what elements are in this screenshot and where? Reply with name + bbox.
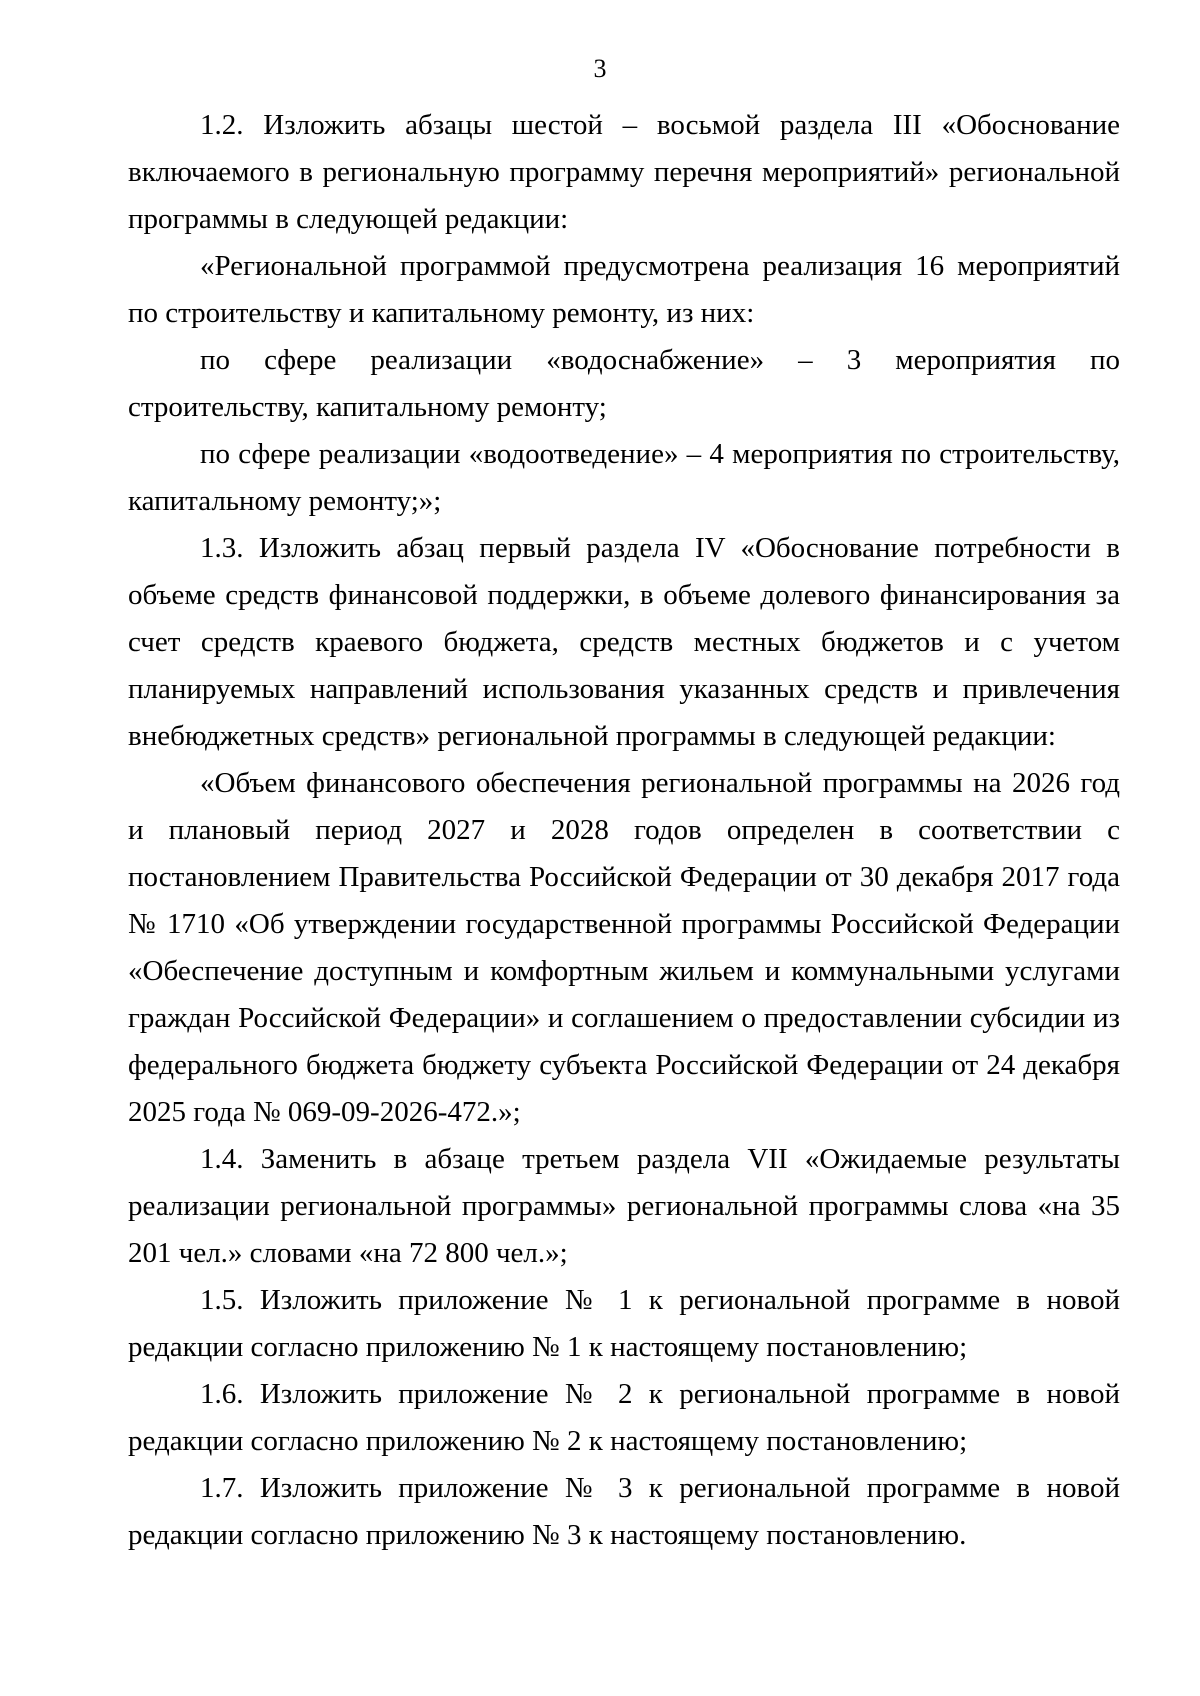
paragraph-1-6: 1.6. Изложить приложение № 2 к региональной программе в новой редакции согласно приложению № 2 к настоящему постановлению; <box>128 1378 1120 1457</box>
paragraph-quote-financing: «Объем финансового обеспечения региональной программы на 2026 год и плановый период 2027 и 2028 годов определен в соответствии с постановлением Правительства Российской Федерации от 30 декабря 2017 года № 1710 «Об утверждении государственной программы Российской Федерации «Обеспечение доступным и комфортным жильем и коммунальными услугами граждан Российской Федерации» и соглашением о предоставлении субсидии из федерального бюджета бюджету субъекта Российской Федерации от 24 декабря 2025 года № 069-09-2026-472.»; <box>128 767 1120 1128</box>
paragraph-1-7: 1.7. Изложить приложение № 3 к региональной программе в новой редакции согласно приложению № 3 к настоящему постановлению. <box>128 1472 1120 1551</box>
page-number: 3 <box>593 54 607 83</box>
paragraph-quote-program: «Региональной программой предусмотрена реализация 16 мероприятий по строительству и капитальному ремонту, из них: <box>128 250 1120 329</box>
paragraph-1-3: 1.3. Изложить абзац первый раздела IV «Обоснование потребности в объеме средств финансовой поддержки, в объеме долевого финансирования за счет средств краевого бюджета, средств местных бюджетов и с учетом планируемых направлений использования указанных средств и привлечения внебюджетных средств» региональной программы в следующей редакции: <box>128 532 1120 752</box>
paragraph-water-disposal: по сфере реализации «водоотведение» – 4 мероприятия по строительству, капитальному ремонту;»; <box>128 438 1120 517</box>
paragraph-water-supply: по сфере реализации «водоснабжение» – 3 мероприятия по строительству, капитальному ремонту; <box>128 344 1120 423</box>
paragraph-1-2: 1.2. Изложить абзацы шестой – восьмой раздела III «Обоснование включаемого в региональную программу перечня мероприятий» региональной программы в следующей редакции: <box>128 109 1120 235</box>
document-body <box>128 102 1120 1559</box>
paragraph-1-4: 1.4. Заменить в абзаце третьем раздела VII «Ожидаемые результаты реализации региональной программы» региональной программы слова «на 35 201 чел.» словами «на 72 800 чел.»; <box>128 1143 1120 1269</box>
paragraph-1-5: 1.5. Изложить приложение № 1 к региональной программе в новой редакции согласно приложению № 1 к настоящему постановлению; <box>128 1284 1120 1363</box>
